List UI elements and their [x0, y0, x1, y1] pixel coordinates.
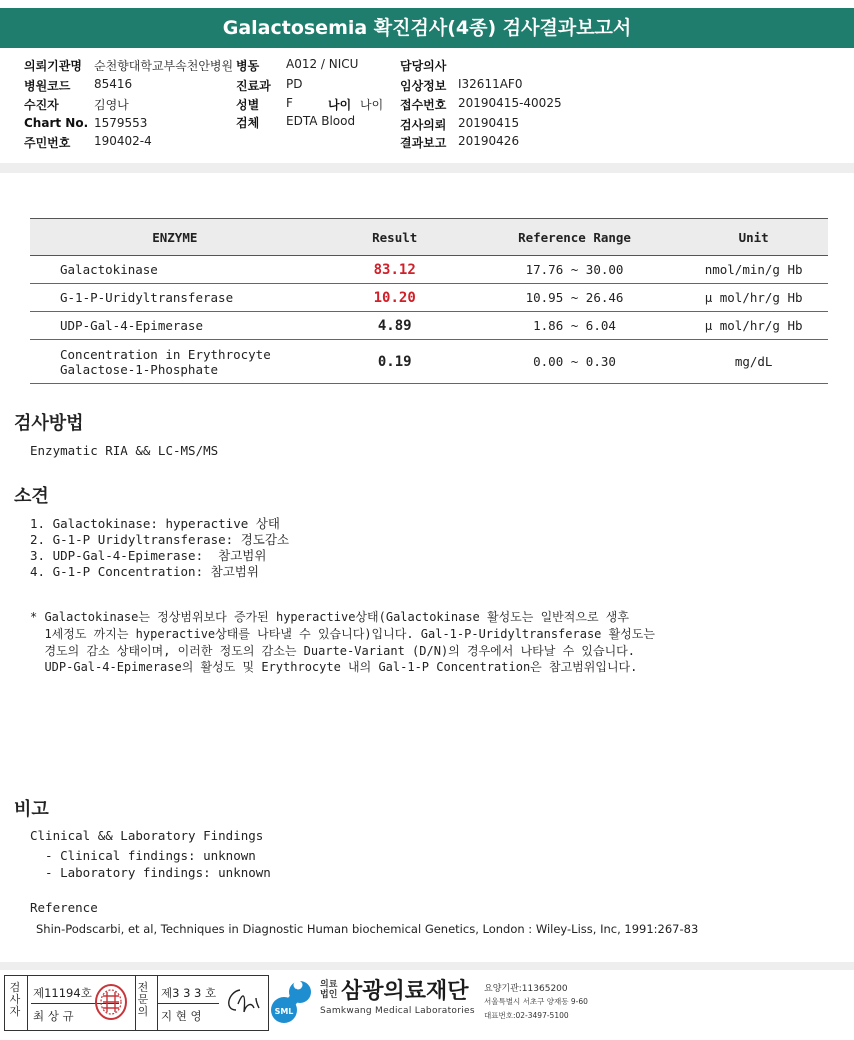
header-enzyme: ENZYME — [30, 219, 320, 256]
chart-value: 1579553 — [94, 116, 148, 130]
finding-note: * Galactokinase는 정상범위보다 증가된 hyperactive상태(Galactokinase 활성도는 일반적으로 생후 — [30, 610, 629, 624]
remarks-line: Clinical && Laboratory Findings — [30, 828, 264, 843]
table-header-row — [30, 219, 828, 256]
patient-label: 수진자 — [24, 98, 59, 112]
reference-range: 17.76 ~ 30.00 — [470, 256, 679, 284]
result-value: 83.12 — [320, 256, 470, 284]
age-value: 나이 — [360, 98, 384, 112]
id-label: 주민번호 — [24, 136, 71, 150]
remarks-line: - Laboratory findings: unknown — [30, 865, 271, 880]
reference-range: 1.86 ~ 6.04 — [470, 312, 679, 340]
table-row — [30, 312, 828, 340]
result-value: 4.89 — [320, 312, 470, 340]
table-row — [30, 284, 828, 312]
org-label: 의뢰기관명 — [24, 59, 82, 73]
contact-tel: 대표번호:02-3497-5100 — [484, 1011, 569, 1020]
reference-label: Reference — [30, 900, 98, 915]
divider — [0, 163, 854, 173]
specimen-value: EDTA Blood — [286, 114, 356, 128]
clinical-label: 임상정보 — [400, 79, 447, 93]
finding-note: UDP-Gal-4-Epimerase의 활성도 및 Erythrocyte 내의 Gal-1-P Concentration은 참고범위입니다. — [30, 660, 638, 674]
header-result: Result — [320, 219, 470, 256]
table-row — [30, 256, 828, 284]
technician-number: 제11194호 — [33, 986, 92, 1000]
ward-label: 병동 — [236, 59, 260, 73]
unit: μ mol/hr/g Hb — [679, 284, 828, 312]
receipt-value: 20190415-40025 — [458, 96, 562, 110]
hosp-code-label: 병원코드 — [24, 79, 71, 93]
logo-name: 삼광의료재단 — [341, 979, 469, 1004]
patient-value: 김영나 — [94, 98, 129, 112]
specialist-column-label: 전 문 의 — [137, 981, 149, 1018]
doctor-label: 담당의사 — [400, 59, 447, 73]
unit: μ mol/hr/g Hb — [679, 312, 828, 340]
enzyme-name: Galactokinase — [30, 256, 320, 284]
sex-label: 성별 — [236, 98, 260, 112]
request-value: 20190415 — [458, 116, 520, 130]
patient-info-panel — [0, 50, 854, 163]
result-value: 0.19 — [320, 340, 470, 384]
finding-item: 3. UDP-Gal-4-Epimerase: 참고범위 — [30, 548, 267, 563]
contact-code: 요양기관:11365200 — [484, 984, 568, 994]
logo-small-text: 의료법인 — [320, 980, 338, 1000]
enzyme-name: G-1-P-Uridyltransferase — [30, 284, 320, 312]
hosp-code-value: 85416 — [94, 77, 133, 91]
signature-icon — [218, 982, 264, 1022]
clinical-value: I32611AF0 — [458, 77, 523, 91]
specimen-label: 검체 — [236, 116, 260, 130]
reference-range: 10.95 ~ 26.46 — [470, 284, 679, 312]
footer-divider — [0, 962, 854, 970]
report-value: 20190426 — [458, 134, 520, 148]
method-heading: 검사방법 — [14, 413, 84, 434]
finding-item: 4. G-1-P Concentration: 참고범위 — [30, 564, 259, 579]
seal-stamp-icon — [93, 982, 129, 1022]
technician-column-label: 검 사 자 — [9, 981, 21, 1018]
receipt-label: 접수번호 — [400, 98, 447, 112]
enzyme-name: UDP-Gal-4-Epimerase — [30, 312, 320, 340]
remarks-heading: 비고 — [14, 799, 49, 820]
sex-value: F — [286, 96, 293, 110]
org-value: 순천향대학교부속천안병원 — [94, 59, 234, 73]
results-table — [30, 218, 828, 384]
unit: nmol/min/g Hb — [679, 256, 828, 284]
logo-english: Samkwang Medical Laboratories — [320, 1006, 475, 1016]
finding-item: 1. Galactokinase: hyperactive 상태 — [30, 516, 280, 531]
sml-logo-icon — [270, 976, 318, 1026]
report-title: Galactosemia 확진검사(4종) 검사결과보고서 — [0, 8, 854, 48]
chart-label: Chart No. — [24, 116, 89, 130]
technician-name: 최 상 규 — [33, 1009, 74, 1023]
method-text: Enzymatic RIA && LC-MS/MS — [30, 443, 219, 458]
dept-label: 진료과 — [236, 79, 271, 93]
enzyme-name-line2: Galactose-1-Phosphate — [60, 361, 219, 377]
finding-note: 경도의 감소 상태이며, 이러한 정도의 감소는 Duarte-Variant (D/N)의 경우에서 나타날 수 있습니다. — [30, 644, 635, 658]
report-label: 결과보고 — [400, 136, 447, 150]
ward-value: A012 / NICU — [286, 57, 359, 71]
unit: mg/dL — [679, 340, 828, 384]
reference-range: 0.00 ~ 0.30 — [470, 340, 679, 384]
dept-value: PD — [286, 77, 303, 91]
contact-address: 서울특별시 서초구 양재동 9-60 — [484, 997, 588, 1006]
findings-heading: 소견 — [14, 486, 49, 507]
sml-badge-text: SML — [274, 1007, 294, 1016]
finding-note: 1세정도 까지는 hyperactive상태를 나타낼 수 있습니다)입니다. Gal-1-P-Uridyltransferase 활성도는 — [30, 627, 655, 641]
header-unit: Unit — [679, 219, 828, 256]
age-label: 나이 — [328, 98, 352, 112]
request-label: 검사의뢰 — [400, 118, 447, 132]
finding-item: 2. G-1-P Uridyltransferase: 경도감소 — [30, 532, 290, 547]
result-value: 10.20 — [320, 284, 470, 312]
reference-text: Shin-Podscarbi, et al, Techniques in Diagnostic Human biochemical Genetics, London : Wiley-Liss, Inc, 1991:267-83 — [36, 922, 699, 936]
specialist-name: 지 현 영 — [161, 1009, 202, 1023]
enzyme-name — [30, 340, 320, 384]
enzyme-name-line1: Concentration in Erythrocyte — [60, 346, 271, 362]
id-value: 190402-4 — [94, 134, 152, 148]
table-row — [30, 340, 828, 384]
remarks-line: - Clinical findings: unknown — [30, 848, 256, 863]
specialist-number: 제3 3 3 호 — [161, 986, 217, 1000]
header-range: Reference Range — [470, 219, 679, 256]
